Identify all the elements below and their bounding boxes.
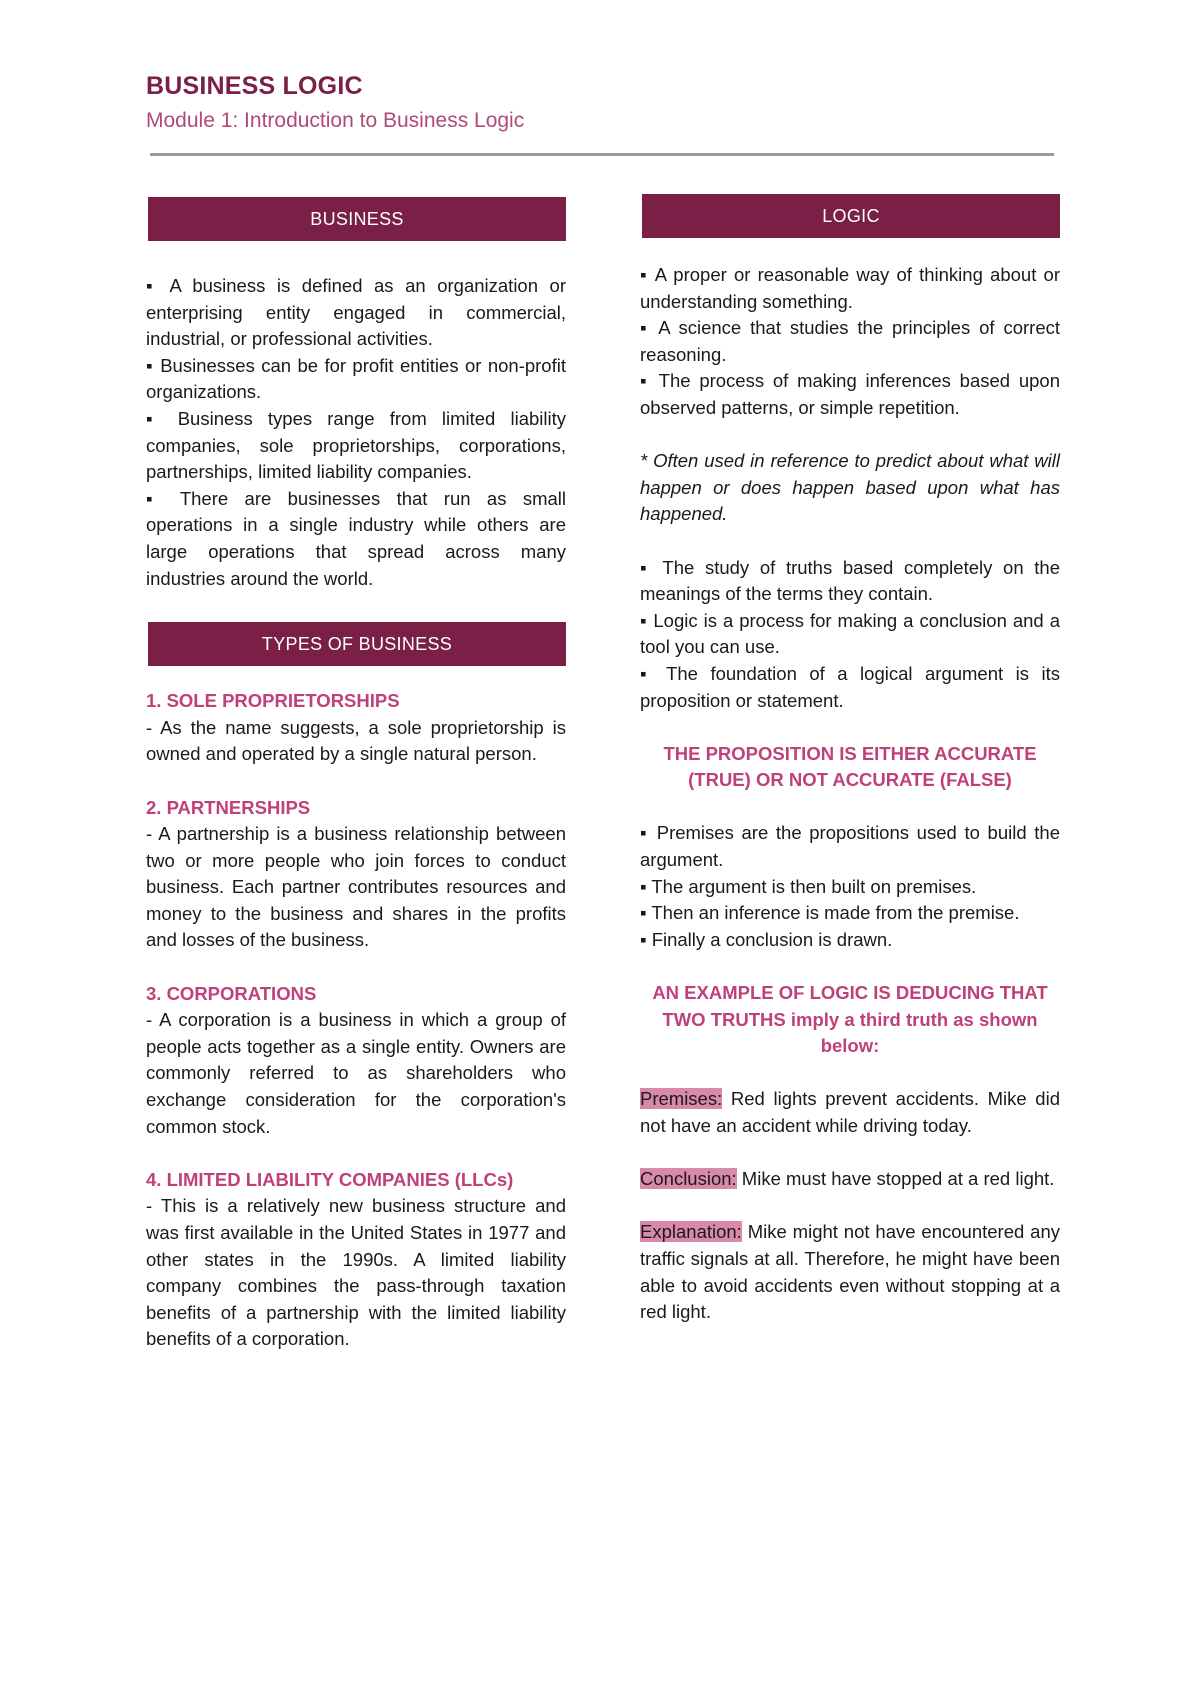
business-bullet: ▪ Business types range from limited liability companies, sole proprietorships, corporations, partnerships, limited liability companies. <box>146 407 566 483</box>
argument-bullet: ▪ Then an inference is made from the premise. <box>640 902 1020 924</box>
explanation-text: Mike might not have encountered any traffic signals at all. Therefore, he might have been able to avoid accidents even without stopping at a red light. <box>640 1221 1060 1323</box>
business-bullet: ▪ A business is defined as an organization or enterprising entity engaged in commercial, industrial, or professional activities. <box>146 275 566 350</box>
premises-paragraph <box>640 1086 1060 1139</box>
conclusion-paragraph <box>640 1166 1060 1193</box>
type-heading: 3. CORPORATIONS <box>146 982 317 1004</box>
premises-label: Premises: <box>640 1088 723 1110</box>
logic-bullet: ▪ The foundation of a logical argument is its proposition or statement. <box>640 662 1060 711</box>
logic-bullet: ▪ Logic is a process for making a conclusion and a tool you can use. <box>640 609 1060 658</box>
proposition-heading: THE PROPOSITION IS EITHER ACCURATE (TRUE) OR NOT ACCURATE (FALSE) <box>663 742 1037 791</box>
type-heading: 4. LIMITED LIABILITY COMPANIES (LLCs) <box>146 1168 514 1190</box>
header-divider <box>150 153 1054 156</box>
argument-bullet: ▪ The argument is then built on premises. <box>640 875 977 897</box>
type-text: - This is a relatively new business structure and was first available in the United States in 1977 and other states in the 1990s. A limited liability company combines the pass-through taxation benefits of a partnership with the limited liability benefits of a corporation. <box>146 1195 566 1350</box>
business-bullet: ▪ There are businesses that run as small operations in a single industry while others are large operations that spread across many industries around the world. <box>146 487 566 589</box>
type-text: - A corporation is a business in which a group of people acts together as a single entity. Owners are commonly referred to as shareholders who exchange consideration for the corporation's common stock. <box>146 1009 566 1137</box>
argument-bullet: ▪ Premises are the propositions used to build the argument. <box>640 822 1060 871</box>
logic-bullet: ▪ A science that studies the principles of correct reasoning. <box>640 317 1060 365</box>
document-title: BUSINESS LOGIC <box>146 72 363 100</box>
type-text: - As the name suggests, a sole proprietorship is owned and operated by a single natural person. <box>146 716 566 765</box>
types-of-business-banner: TYPES OF BUSINESS <box>148 622 566 666</box>
example-heading: AN EXAMPLE OF LOGIC IS DEDUCING THAT TWO TRUTHS imply a third truth as shown below: <box>652 982 1048 1057</box>
logic-bullet: ▪ The process of making inferences based upon observed patterns, or simple repetition. <box>640 370 1060 418</box>
business-banner: BUSINESS <box>148 197 566 241</box>
conclusion-text: Mike must have stopped at a red light. <box>736 1168 1055 1190</box>
logic-banner: LOGIC <box>642 194 1060 238</box>
document-header <box>146 72 524 133</box>
document-subtitle: Module 1: Introduction to Business Logic <box>146 109 525 132</box>
logic-bullet: ▪ The study of truths based completely on the meanings of the terms they contain. <box>640 556 1060 605</box>
right-column <box>640 194 1060 1326</box>
conclusion-label: Conclusion: <box>640 1168 737 1190</box>
type-heading: 2. PARTNERSHIPS <box>146 796 311 818</box>
explanation-label: Explanation: <box>640 1221 742 1243</box>
argument-bullet: ▪ Finally a conclusion is drawn. <box>640 928 893 950</box>
premises-text: Red lights prevent accidents. Mike did not have an accident while driving today. <box>640 1088 1060 1136</box>
explanation-paragraph <box>640 1219 1060 1325</box>
type-text: - A partnership is a business relationship between two or more people who join forces to conduct business. Each partner contributes resources and money to the business and shares in the profits and losses of the business. <box>146 823 566 951</box>
logic-bullet: ▪ A proper or reasonable way of thinking about or understanding something. <box>640 264 1060 312</box>
italic-note: * Often used in reference to predict about what will happen or does happen based upon what has happened. <box>640 450 1060 525</box>
type-heading: 1. SOLE PROPRIETORSHIPS <box>146 690 400 712</box>
left-column <box>146 197 566 1353</box>
business-bullet: ▪ Businesses can be for profit entities or non-profit organizations. <box>146 354 566 403</box>
